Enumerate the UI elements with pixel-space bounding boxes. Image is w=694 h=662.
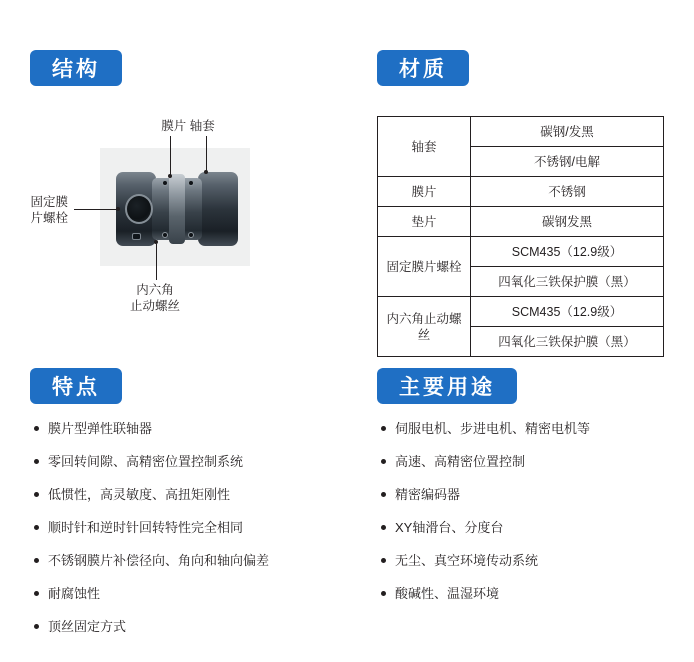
list-item [34, 618, 354, 636]
hub-right-icon [198, 172, 238, 246]
list-item-label: 耐腐蚀性 [48, 586, 101, 601]
callout-label-set-screw-line2: 止动螺丝 [129, 299, 180, 313]
material-value-cell: SCM435（12.9级） [471, 297, 664, 327]
material-value-cell: 碳钢发黑 [471, 207, 664, 237]
callout-label-set-screw-line1: 内六角 [136, 283, 174, 297]
material-value-cell: 四氧化三铁保护膜（黑） [471, 267, 664, 297]
coupling-drawing [116, 172, 238, 246]
bullet-icon [34, 492, 39, 497]
bolt-icon [188, 180, 194, 186]
set-screw-icon [132, 233, 141, 240]
list-item-label: 无尘、真空环境传动系统 [395, 553, 539, 568]
bolt-icon [162, 232, 168, 238]
table-row [378, 177, 664, 207]
section-heading-structure: 结构 [30, 50, 122, 86]
leader-dot [154, 240, 158, 244]
material-label-cell: 固定膜片螺栓 [378, 237, 471, 297]
section-heading-features: 特点 [30, 368, 122, 404]
material-value-cell: 碳钢/发黑 [471, 117, 664, 147]
leader-dot [168, 174, 172, 178]
bullet-icon [34, 426, 39, 431]
bullet-icon [34, 624, 39, 629]
material-label-cell: 内六角止动螺丝 [378, 297, 471, 357]
bullet-icon [381, 558, 386, 563]
bullet-icon [381, 591, 386, 596]
leader-dot [116, 207, 120, 211]
list-item [34, 486, 354, 504]
list-item-label: 顶丝固定方式 [48, 619, 127, 634]
bullet-icon [34, 558, 39, 563]
uses-list [381, 420, 681, 618]
list-item [34, 552, 354, 570]
list-item [381, 420, 681, 438]
material-table [377, 116, 664, 357]
bullet-icon [34, 525, 39, 530]
bore-icon [125, 194, 153, 224]
list-item-label: 伺服电机、步进电机、精密电机等 [395, 421, 591, 436]
bullet-icon [381, 459, 386, 464]
list-item-label: 顺时针和逆时针回转特性完全相同 [48, 520, 244, 535]
material-label-cell: 轴套 [378, 117, 471, 177]
table-row [378, 207, 664, 237]
section-heading-material: 材质 [377, 50, 469, 86]
product-illustration [30, 110, 350, 335]
list-item-label: 高速、高精密位置控制 [395, 454, 526, 469]
callout-label-fixing-bolt-line2: 片螺栓 [30, 211, 68, 225]
bolt-icon [162, 180, 168, 186]
material-value-cell: 四氧化三铁保护膜（黑） [471, 327, 664, 357]
callout-label-diaphragm-sleeve: 膜片 轴套 [161, 119, 215, 133]
bullet-icon [34, 591, 39, 596]
list-item-label: 零回转间隙、高精密位置控制系统 [48, 454, 244, 469]
material-label-cell: 膜片 [378, 177, 471, 207]
list-item-label: 不锈钢膜片补偿径向、角向和轴向偏差 [48, 553, 270, 568]
list-item [381, 552, 681, 570]
list-item-label: 精密编码器 [395, 487, 461, 502]
list-item [381, 453, 681, 471]
list-item [34, 519, 354, 537]
material-value-cell: 不锈钢/电解 [471, 147, 664, 177]
list-item [34, 453, 354, 471]
leader-line [74, 209, 118, 210]
material-table-body [378, 117, 664, 357]
bullet-icon [381, 426, 386, 431]
list-item [381, 519, 681, 537]
list-item-label: 低惯性，高灵敏度、高扭矩刚性 [48, 487, 231, 502]
section-heading-uses: 主要用途 [377, 368, 517, 404]
table-row [378, 297, 664, 327]
bolt-icon [188, 232, 194, 238]
diaphragm-disc-icon [169, 174, 185, 244]
material-label-cell: 垫片 [378, 207, 471, 237]
list-item-label: 酸碱性、温湿环境 [395, 586, 500, 601]
material-value-cell: 不锈钢 [471, 177, 664, 207]
material-value-cell: SCM435（12.9级） [471, 237, 664, 267]
bullet-icon [381, 492, 386, 497]
list-item-label: 膜片型弹性联轴器 [48, 421, 153, 436]
list-item [381, 585, 681, 603]
list-item [34, 585, 354, 603]
bullet-icon [381, 525, 386, 530]
leader-line [156, 244, 157, 280]
list-item [34, 420, 354, 438]
table-row [378, 237, 664, 267]
features-list [34, 420, 354, 651]
leader-dot [204, 170, 208, 174]
list-item [381, 486, 681, 504]
list-item-label: XY轴滑台、分度台 [395, 520, 504, 535]
leader-line [206, 136, 207, 172]
callout-label-fixing-bolt-line1: 固定膜 [30, 195, 68, 209]
table-row [378, 117, 664, 147]
bullet-icon [34, 459, 39, 464]
leader-line [170, 136, 171, 176]
